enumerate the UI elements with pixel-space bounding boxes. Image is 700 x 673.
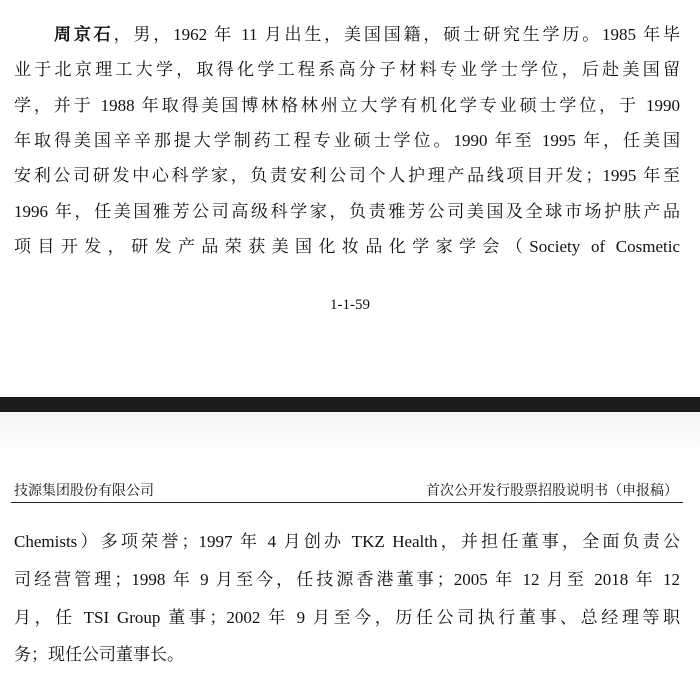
paragraph-line: 务；现任公司董事长。	[14, 645, 184, 664]
paragraph-line: 司经营管理；1998 年 9 月至今，任技源香港董事；2005 年 12 月至 2018 年 12	[14, 570, 680, 589]
paragraph-line: 年取得美国辛辛那提大学制药工程专业硕士学位。1990 年至 1995 年，任美国	[14, 131, 680, 150]
paragraph-line: 安利公司研发中心科学家，负责安利公司个人护理产品线项目开发；1995 年至	[14, 166, 680, 185]
header-company: 技源集团股份有限公司	[14, 483, 154, 499]
paragraph-line	[54, 24, 680, 46]
paragraph-line: 项目开发，研发产品荣获美国化妆品化学家学会（Society of Cosmetic	[14, 237, 680, 256]
person-name: 周京石	[54, 25, 114, 44]
page-separator	[0, 397, 700, 412]
line-text: ，男，1962 年 11 月出生，美国国籍，硕士研究生学历。1985 年毕	[113, 25, 681, 44]
paragraph-line: 月，任 TSI Group 董事；2002 年 9 月至今，历任公司执行董事、总经理等职	[14, 608, 680, 627]
paragraph-line: 1996 年，任美国雅芳公司高级科学家，负责雅芳公司美国及全球市场护肤产品	[14, 202, 680, 221]
page-number: 1-1-59	[330, 297, 370, 313]
page-separator-shadow	[0, 412, 700, 452]
header-document-title: 首次公开发行股票招股说明书（申报稿）	[426, 483, 678, 499]
paragraph-line: 学，并于 1988 年取得美国博林格林州立大学有机化学专业硕士学位，于 1990	[14, 96, 680, 115]
paragraph-line: Chemists）多项荣誉；1997 年 4 月创办 TKZ Health，并担任董事，全面负责公	[14, 532, 680, 551]
header-rule	[11, 502, 683, 504]
paragraph-line: 业于北京理工大学，取得化学工程系高分子材料专业学士学位，后赴美国留	[14, 60, 680, 79]
